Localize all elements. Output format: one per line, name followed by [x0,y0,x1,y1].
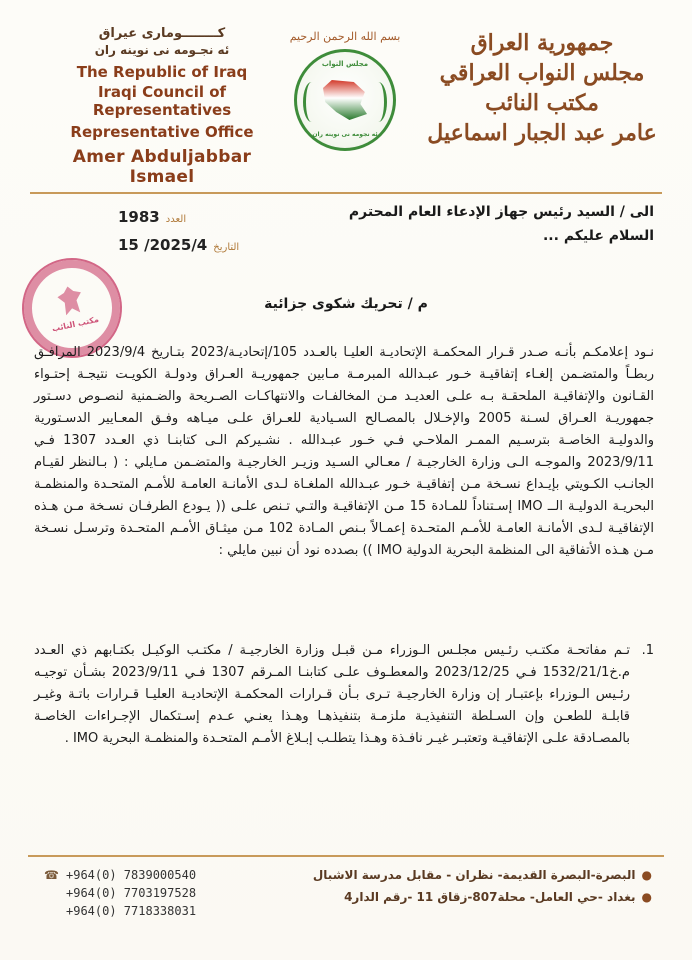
english-title-3: Representative Office [70,123,254,141]
arabic-title-3: مكتب النائب [485,90,599,116]
reference-number-label: العدد [165,214,187,225]
address-row [292,864,652,886]
phone-number: +964(0) 7718338031 [66,904,197,918]
footer-phones [44,866,274,920]
reference-block [118,208,258,264]
phone-icon: ☎ [44,868,59,882]
iraq-map-icon [323,80,367,120]
kurdish-title-2: ئه نجـومه نی نوینه ران [94,43,230,57]
stamp-text: مكتب النائب [51,314,100,334]
reference-date-row [118,236,258,254]
phone-number: +964(0) 7839000540 [66,868,197,882]
item-number: 1. [641,643,654,658]
addressee-line: الى / السيد رئيس جهاز الإدعاء العام المحترم [348,204,654,220]
english-title-2: Iraqi Council of Representatives [92,83,232,119]
english-title-1: The Republic of Iraq [76,63,248,81]
subject-line: م / تحريك شكوى جزائية [264,296,428,312]
item-text: تـم مفاتحـة مكتـب رئـيس مجلـس الـوزراء مـن قبـل وزارة الخارجيـة / مكتـب الوكيـل بكتـابهم ذي العـدد م.خ1532/21/1 فـي 2023/12/25 والمعطـوف علـى كتابنـا المـرقم 1307 فـي 2023/9/11 بشـأن توجيـه رئـيس الـوزراء بإعتبـار إن وزارة الخارجيـة تـرى بـأن قـرارات المحكمـة الإتحاديـة العليـا قـرارات باتـة وغيـر قابلـة للطعـن وإن السـلطة التنفيذيـة ملزمـة بتنفيذهـا وهـذا يعنـي عـدم إسـتكمال الإجـراءات الخاصـة بالمصـادقة علـى الإتفاقيـة وتعتبـر غيـر نافـذة وهـذا يتطلـب إبـلاغ الأمـم المتحـدة والمنظمـة البحرية IMO . [34,643,630,746]
reference-date-label: التاريخ [213,242,240,253]
phone-row [44,866,274,884]
phone-row [44,884,274,902]
letter-body [34,342,654,562]
phone-number: +964(0) 7703197528 [66,886,197,900]
leaf-left-icon [303,82,320,122]
location-pin-icon: ● [641,890,652,904]
representative-name-ar: عامر عبد الجبار اسماعيل [427,120,657,146]
address-basra: البصرة-البصرة القديمة- نظران - مقابل مدرسة الاشبال [312,868,636,882]
address-row [292,886,652,908]
footer-addresses [292,864,652,908]
arabic-title-1: جمهورية العراق [470,30,614,56]
header-arabic-block [422,30,662,146]
bismillah: بسم الله الرحمن الرحيم [289,30,401,43]
representative-name-en: Amer Abduljabbar Ismael [72,147,252,187]
body-paragraph: نـود إعلامكـم بأنـه صـدر قـرار المحكمـة الإتحاديـة العليـا بالعـدد 105/إتحاديـة/2023 بتـاريخ 2023/9/4 المرافـق ربطـاً والمتضـمن إلغـاء إتفاقيـة خـور عبـدالله المبرمـة مـابين جمهوريـة العـراق ودولـة الكويـت نتيجـة إحتـواء القـانون والإتفاقيـة الملحقـة بـه علـى العديـد مـن المخالفـات والانتهاكـات الصـريحة والضـمنية لنصـوص دسـتور جمهوريـة العـراق لسـنة 2005 والإخـلال بالمصـالح السـيادية للعـراق علـى ميـاهه وفـق المعـايير الدسـتورية والدوليـة الخاصـة بترسـيم الممـر الملاحـي فـي خـور عبـدالله . نشـيركم الـى كتابنـا ذي العـدد 1307 فـي 2023/9/11 والموجـه الـى وزارة الخارجيـة / معـالي السـيد وزيـر الخارجيـة والمتضـمن مـايلي : ( بـالنظر لقيـام الجانـب الكـويتي بإيـداع نسـخة مـن إتفاقيـة خـور عبـدالله الملغـاة لـدى الأمانـة العامـة للأمـم المتحـدة والمنظمـة البحريـة الدوليـة الــ IMO إسـتناداً للمـادة 15 مـن الإتفاقيـة والتـي تـنص علـى (( يـودع الطرفـان نسـخة مـن هـذه الإتفاقيـة لـدى الأمانـة العامـة للأمـم المتحـدة إعمـالاً بـنص المـادة 102 مـن ميثـاق الأمـم المتحـدة وترسـل نسـخة مـن هـذه الأتفاقية الى المنظمة البحرية الدولية IMO )) بصدده نود أن نبين مايلي : [34,345,654,558]
emblem-ring-top: مجلس النواب [321,60,369,68]
numbered-item [34,640,654,750]
phone-row [44,902,274,920]
reference-number-row [118,208,258,226]
leaf-right-icon [370,82,387,122]
location-pin-icon: ● [641,868,652,882]
kurdish-title-1: کــــــــوماری عیراق [98,26,226,41]
header-emblem-block [270,30,420,151]
reference-number: 1983 [118,208,160,226]
footer-divider [28,855,664,857]
address-baghdad: بغداد -حي العامل- محلة807-زقاق 11 -رقم الدار4 [344,890,636,904]
arabic-title-2: مجلس النواب العراقي [439,60,645,86]
addressee-block [324,204,654,244]
council-emblem-icon [294,49,396,151]
emblem-ring-bottom: ئه نجومه نی نوینه ران [312,131,378,138]
phone-icon [44,887,56,899]
phone-icon [44,905,56,917]
reference-date: 2025/4/ 15 [118,236,208,254]
header-divider [30,192,662,194]
header-english-block [42,26,282,187]
greeting-line: السلام عليكم ... [542,228,654,244]
